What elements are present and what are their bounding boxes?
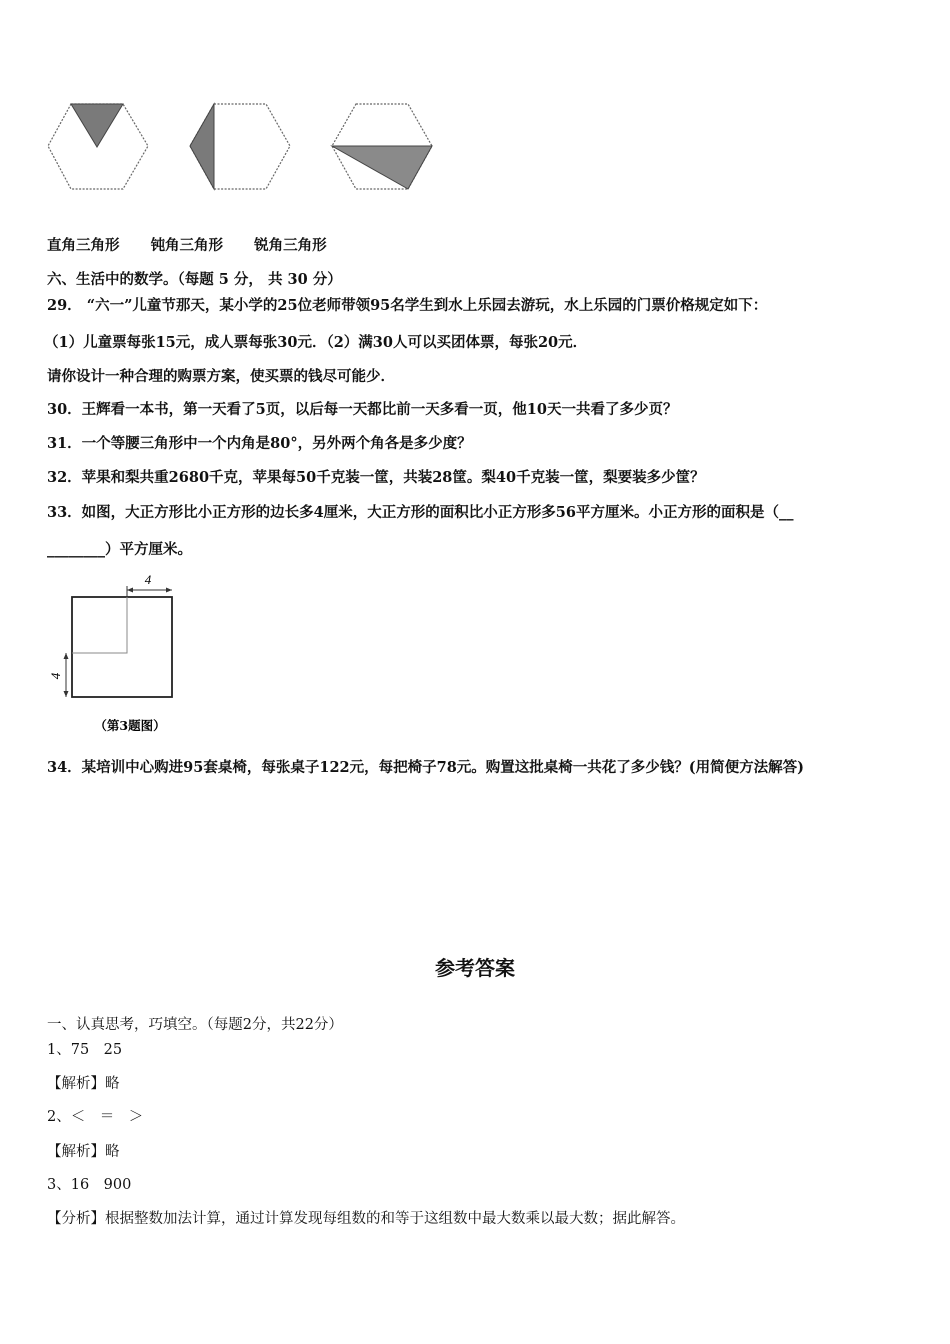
question-29-rules: （1）儿童票每张15元，成人票每张30元．（2）满30人可以买团体票，每张20元． [44, 334, 588, 351]
shape-labels [47, 236, 327, 256]
shaded-triangle-1 [71, 104, 123, 147]
shaded-triangle-2 [190, 104, 214, 189]
question-32: 32．苹果和梨共重2680千克，苹果每50千克装一筐，共装28筐。梨40千克装一筐，梨要装多少筐？ [47, 469, 705, 486]
square-figure [44, 570, 194, 740]
answer-title: 参考答案 [435, 956, 515, 980]
question-29: 29． “六一”儿童节那天，某小学的25位老师带领95名学生到水上乐园去游玩，水上乐园的门票价格规定如下： [47, 297, 768, 314]
figure-caption: （第3题图） [94, 718, 166, 733]
label-right-triangle: 直角三角形 [47, 237, 120, 254]
hexagon-figures [44, 98, 464, 198]
small-square-outline [72, 597, 127, 653]
answer-2-note: 【解析】略 [47, 1144, 120, 1160]
question-33: 33．如图，大正方形比小正方形的边长多4厘米，大正方形的面积比小正方形多56平方厘米。小正方形的面积是（__ [47, 504, 794, 521]
question-33-continued: ________）平方厘米。 [47, 541, 192, 558]
question-34: 34．某培训中心购进95套桌椅，每张桌子122元，每把椅子78元。购置这批桌椅一共花了多少钱？(用简便方法解答) [47, 759, 805, 776]
label-acute-triangle: 锐角三角形 [254, 237, 327, 254]
answer-1: 1、75 25 [47, 1042, 123, 1058]
question-29-ask: 请你设计一种合理的购票方案，使买票的钱尽可能少． [47, 368, 395, 385]
answer-3-note: 【分析】根据整数加法计算，通过计算发现每组数的和等于这组数中最大数乘以最大数；据此解答。 [47, 1211, 685, 1227]
large-square [72, 597, 172, 697]
shaded-triangle-3 [332, 146, 432, 189]
answer-2: 2、＜ ＝ ＞ [47, 1109, 144, 1125]
answer-section-1: 一、认真思考，巧填空。（每题2分，共22分） [47, 1017, 343, 1033]
answer-3: 3、16 900 [47, 1177, 132, 1193]
left-dimension-label: 4 [48, 672, 63, 680]
section-heading-6: 六、生活中的数学。（每题 5 分， 共 30 分） [47, 271, 342, 288]
answer-1-note: 【解析】略 [47, 1076, 120, 1092]
top-dimension-label: 4 [144, 572, 152, 587]
question-31: 31．一个等腰三角形中一个内角是80°，另外两个角各是多少度？ [47, 435, 472, 452]
question-30: 30．王辉看一本书，第一天看了5页，以后每一天都比前一天多看一页，他10天一共看了多少页？ [47, 401, 678, 418]
label-obtuse-triangle: 钝角三角形 [150, 237, 224, 254]
